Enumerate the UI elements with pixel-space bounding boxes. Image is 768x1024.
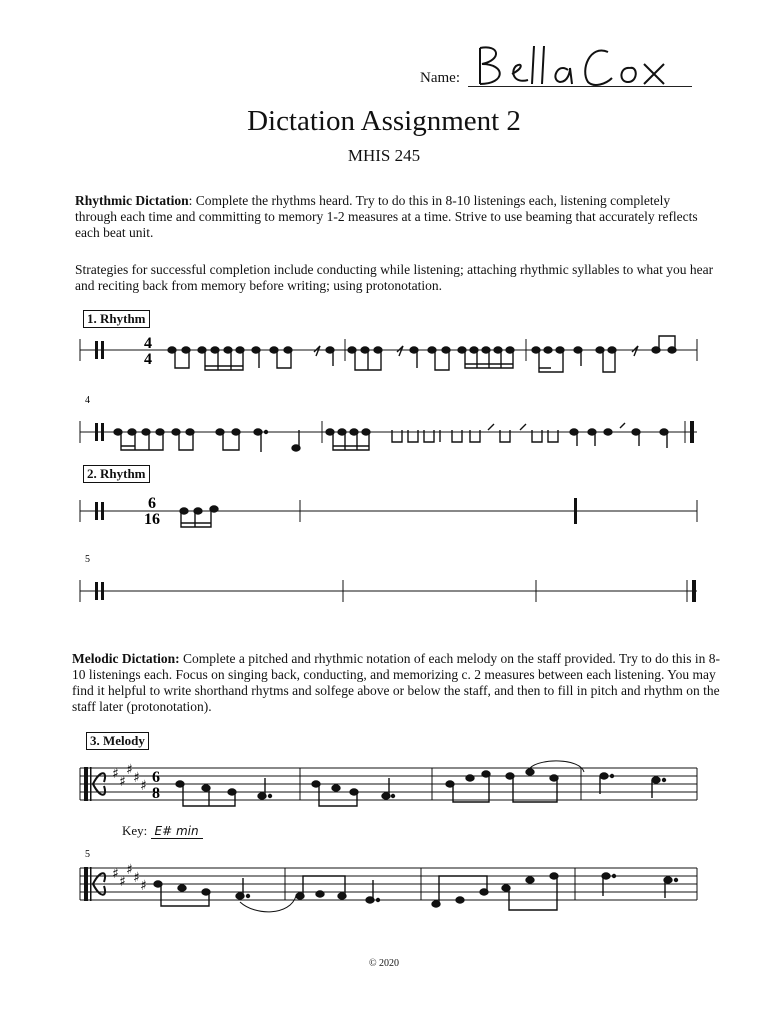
svg-text:♯: ♯ (133, 770, 140, 786)
rhythmic-strategies: Strategies for successful completion include conducting while listening; attaching rhythmic syllables to what you hear and reciting back from memory before writing; using protonotation. (75, 262, 714, 293)
alto-clef-icon-2 (84, 867, 105, 901)
key-answer: E# min (151, 824, 203, 839)
exercise-1-time-top: 4 (144, 335, 152, 352)
copyright: © 2020 (368, 958, 400, 969)
alto-clef-icon (84, 767, 105, 801)
svg-text:♯: ♯ (133, 870, 140, 886)
exercise-1-notes-system-2 (114, 423, 668, 452)
exercise-1-measure-number: 4 (85, 395, 90, 406)
exercise-1-time-bottom: 4 (144, 351, 152, 368)
exercise-2-time-top: 6 (148, 495, 156, 512)
key-label: Key: (122, 823, 148, 838)
student-name-signature (472, 40, 672, 92)
rhythmic-heading: Rhythmic Dictation (75, 193, 189, 208)
svg-text:♯: ♯ (119, 774, 126, 790)
student-name-text: Bella Cox (472, 40, 477, 41)
exercise-2-notes (180, 506, 218, 527)
key-signature-sharps-icon-2 (112, 862, 147, 894)
exercise-3-label: 3. Melody (86, 732, 149, 750)
melodic-instructions (72, 651, 722, 715)
rhythmic-text: : Complete the rhythms heard. Try to do this in 8-10 listenings each, listening completely through each time and committing to memory 1-2 measures at a time. Strive to use beaming that accurately reflects each beat unit. (75, 193, 698, 240)
exercise-3-notes-system-2 (154, 873, 678, 912)
rhythmic-instructions (75, 193, 715, 241)
svg-text:♯: ♯ (140, 778, 147, 794)
exercise-3-notes-system-1 (176, 761, 666, 806)
melodic-heading: Melodic Dictation: (72, 651, 180, 666)
exercise-2-label: 2. Rhythm (83, 465, 150, 483)
key-field (122, 823, 203, 839)
key-signature-sharps-icon (112, 762, 147, 794)
svg-text:♯: ♯ (126, 762, 133, 778)
name-label: Name: (420, 70, 460, 86)
exercise-3-staff-lines-1 (80, 768, 697, 800)
course-code: MHIS 245 (347, 146, 421, 165)
exercise-3-measure-number: 5 (85, 849, 90, 860)
name-field (420, 40, 710, 94)
exercise-1-notes-system-1 (168, 336, 676, 372)
svg-text:♯: ♯ (140, 878, 147, 894)
svg-text:♯: ♯ (126, 862, 133, 878)
page-title: Dictation Assignment 2 (247, 105, 521, 137)
svg-text:♯: ♯ (112, 766, 119, 782)
exercise-3-time-bottom: 8 (152, 785, 160, 802)
exercise-2-measure-number: 5 (85, 554, 90, 565)
svg-text:♯: ♯ (119, 874, 126, 890)
exercise-3-time-top: 6 (152, 769, 160, 786)
svg-text:♯: ♯ (112, 866, 119, 882)
exercise-3-staff-lines-2 (80, 868, 697, 900)
exercise-2-time-bottom: 16 (144, 511, 160, 528)
melodic-text: Complete a pitched and rhythmic notation of each melody on the staff provided. Try to do this in 8-10 listenings each. Focus on singing back, conducting, and memorizing c. 2 measures between each listening. You may find it helpful to write shorthand rhytms and solfege above or below the staff, and then to fill in pitch and rhythm on the staff later (protonotation). (72, 651, 721, 714)
exercise-1-label: 1. Rhythm (83, 310, 150, 328)
